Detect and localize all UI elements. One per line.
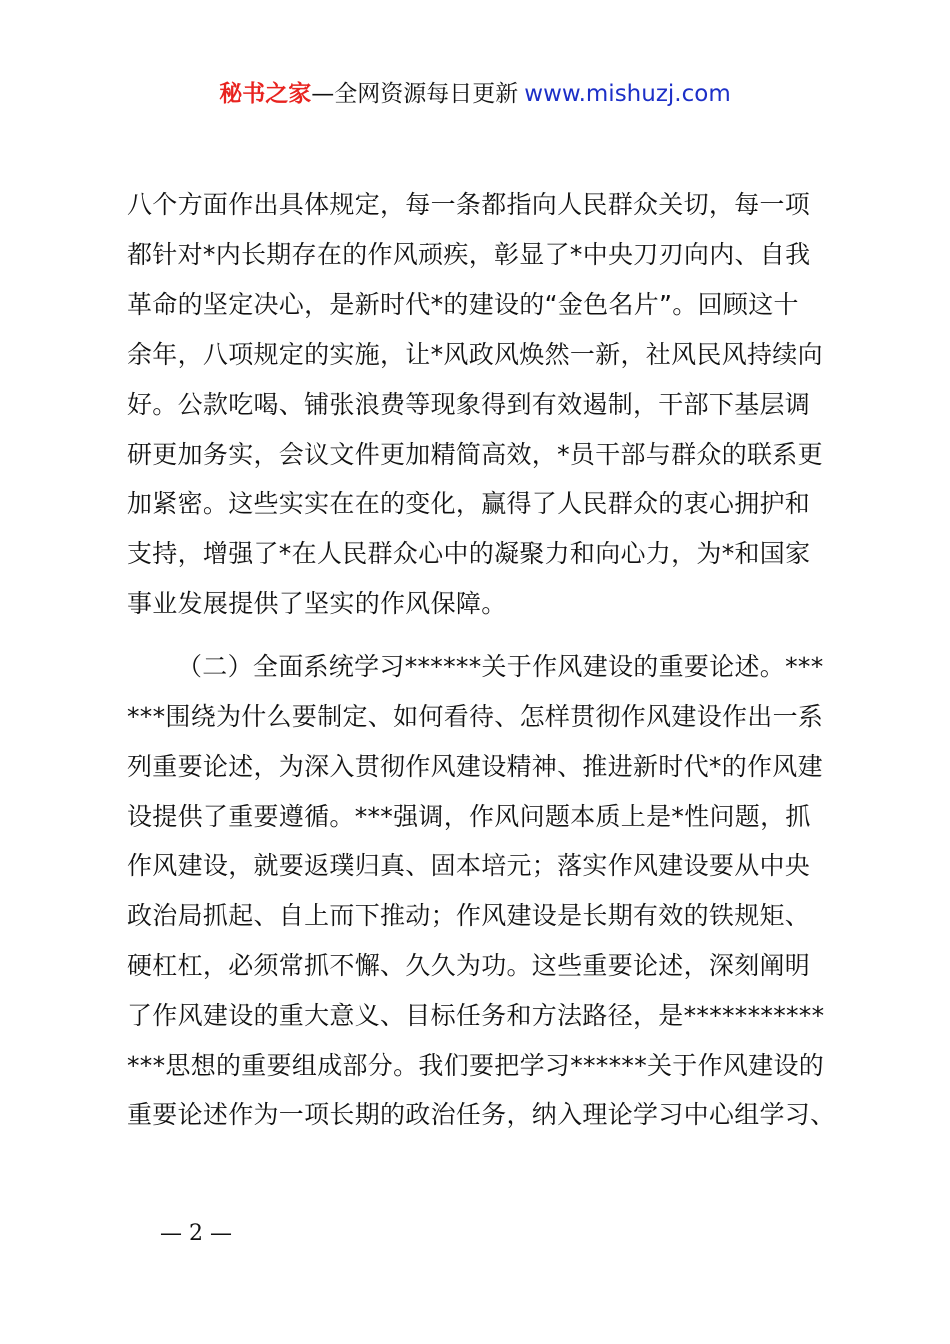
- header-tagline: —全网资源每日更新: [311, 81, 519, 107]
- text-line: 列重要论述，为深入贯彻作风建设精神、推进新时代*的作风建: [127, 752, 823, 781]
- text-line: 支持，增强了*在人民群众心中的凝聚力和向心力，为*和国家: [127, 539, 811, 568]
- text-line: 研更加务实，会议文件更加精简高效，*员干部与群众的联系更: [127, 440, 823, 469]
- text-line: 加紧密。这些实实在在的变化，赢得了人民群众的衷心拥护和: [127, 489, 811, 518]
- text-line: 八个方面作出具体规定，每一条都指向人民群众关切，每一项: [127, 190, 811, 219]
- text-line: 硬杠杠，必须常抓不懈、久久为功。这些重要论述，深刻阐明: [127, 951, 811, 980]
- text-line: 事业发展提供了坚实的作风保障。: [127, 589, 507, 618]
- page-header: [0, 78, 950, 110]
- text-line: 政治局抓起、自上而下推动；作风建设是长期有效的铁规矩、: [127, 901, 811, 930]
- text-line: ***围绕为什么要制定、如何看待、怎样贯彻作风建设作出一系: [127, 702, 824, 731]
- text-line: 了作风建设的重大意义、目标任务和方法路径，是***********: [127, 1001, 825, 1030]
- text-line: 余年，八项规定的实施，让*风政风焕然一新，社风民风持续向: [127, 340, 823, 369]
- text-line: ***思想的重要组成部分。我们要把学习******关于作风建设的: [127, 1051, 825, 1080]
- text-line: 革命的坚定决心，是新时代*的建设的“金色名片”。回顾这十: [127, 290, 799, 319]
- text-line: 作风建设，就要返璞归真、固本培元；落实作风建设要从中央: [127, 851, 811, 880]
- page-number: — 2 —: [160, 1221, 232, 1246]
- brand-name: 秘书之家: [219, 81, 312, 107]
- text-line: 设提供了重要遵循。***强调，作风问题本质上是*性问题，抓: [127, 802, 811, 831]
- text-line: 重要论述作为一项长期的政治任务，纳入理论学习中心组学习、: [127, 1100, 836, 1129]
- text-line: 好。公款吃喝、铺张浪费等现象得到有效遏制，干部下基层调: [127, 390, 811, 419]
- site-url-link[interactable]: www.mishuzj.com: [524, 81, 731, 107]
- text-line: 都针对*内长期存在的作风顽疾，彰显了*中央刀刃向内、自我: [127, 240, 811, 269]
- section-heading-line: （二）全面系统学习******关于作风建设的重要论述。***: [177, 652, 824, 681]
